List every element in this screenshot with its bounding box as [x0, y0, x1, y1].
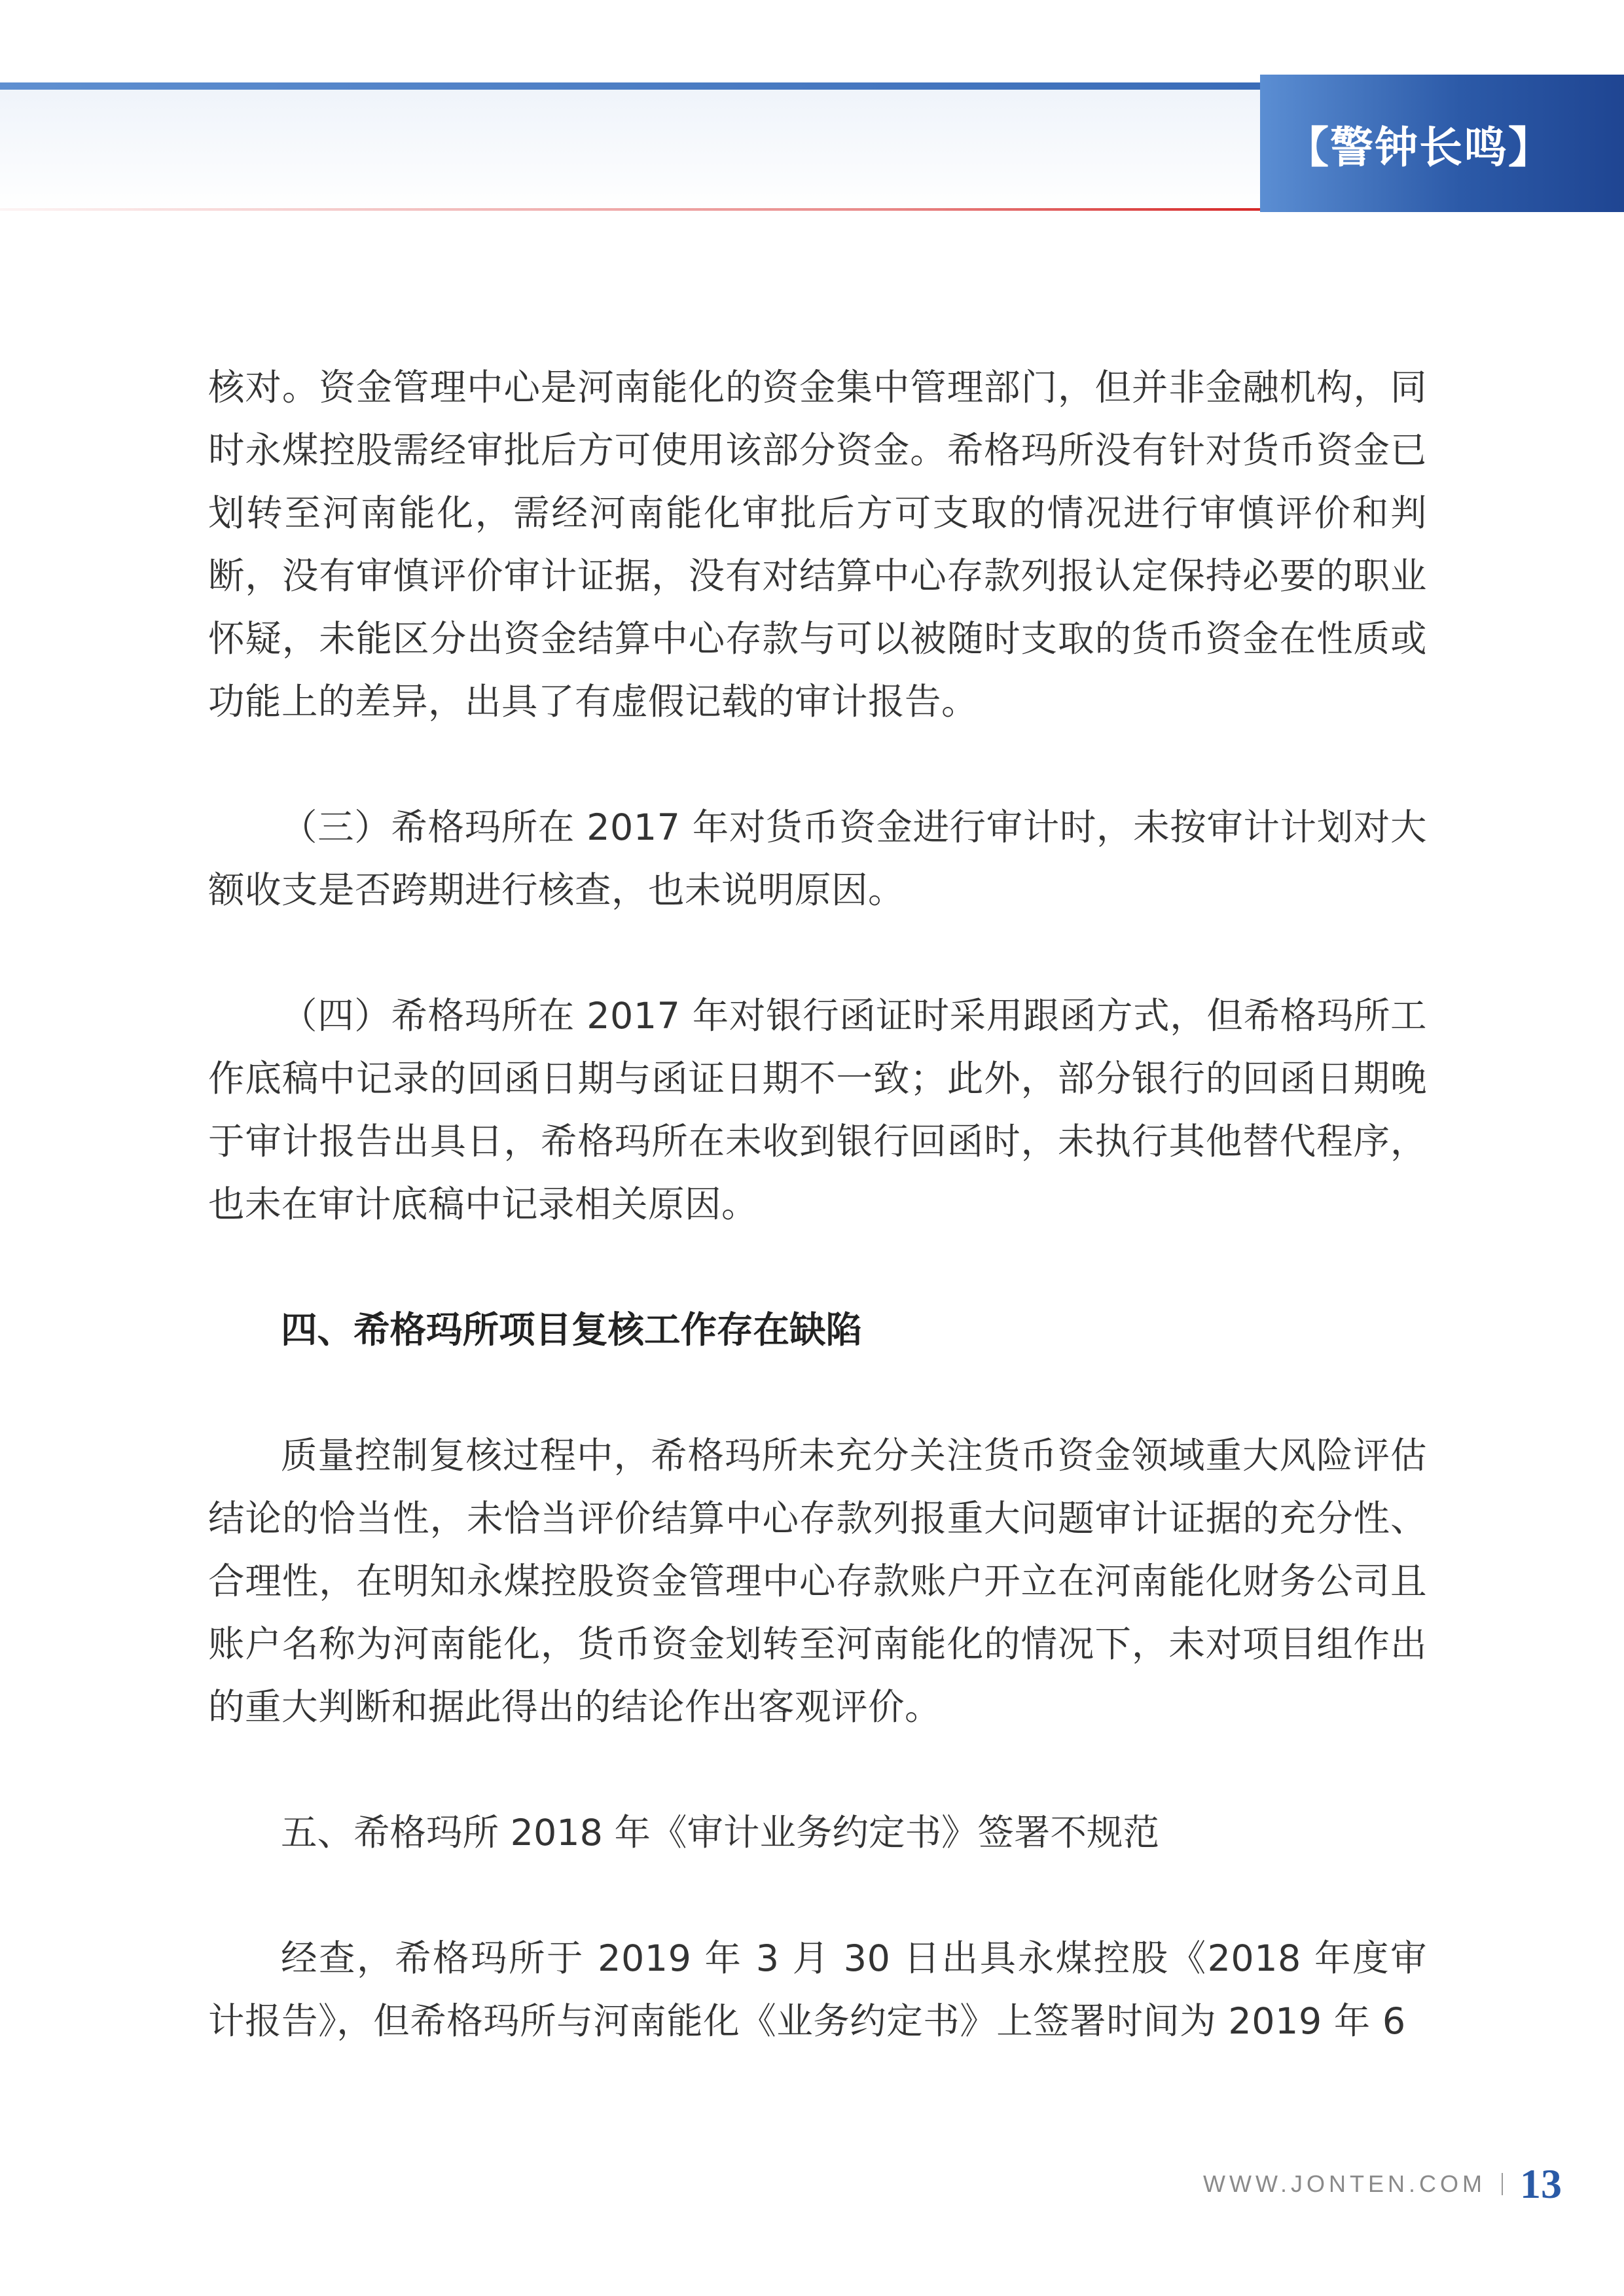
website-url: WWW.JONTEN.COM — [1203, 2170, 1486, 2197]
paragraph-gap — [208, 1739, 1427, 1802]
paragraph-gap — [208, 734, 1427, 797]
paragraph-1: 核对。资金管理中心是河南能化的资金集中管理部门，但并非金融机构，同时永煤控股需经审批后方可使用该部分资金。希格玛所没有针对货币资金已划转至河南能化，需经河南能化审批后方可支取的情况进行审慎评价和判断，没有审慎评价审计证据，没有对结算中心存款列报认定保持必要的职业怀疑，未能区分出资金结算中心存款与可以被随时支取的货币资金在性质或功能上的差异，出具了有虚假记载的审计报告。 — [208, 367, 1427, 723]
header-blue-rule — [0, 82, 1260, 90]
footer-divider — [1502, 2173, 1503, 2195]
section-heading-4: 四、希格玛所项目复核工作存在缺陷 — [281, 1309, 863, 1352]
paragraph-gap — [208, 922, 1427, 985]
header-section-tab — [1260, 75, 1624, 212]
paragraph-gap — [208, 1865, 1427, 1928]
header-red-rule — [0, 208, 1260, 211]
paragraph-3: （四）希格玛所在 2017 年对银行函证时采用跟函方式，但希格玛所工作底稿中记录的回函日期与函证日期不一致；此外，部分银行的回函日期晚于审计报告出具日，希格玛所在未收到银行回函时，未执行其他替代程序，也未在审计底稿中记录相关原因。 — [208, 995, 1427, 1226]
article-body — [208, 357, 1427, 2053]
paragraph-5: 经查，希格玛所于 2019 年 3 月 30 日出具永煤控股《2018 年度审计报告》，但希格玛所与河南能化《业务约定书》上签署时间为 2019 年 6 — [208, 1937, 1427, 2043]
page-number: 13 — [1520, 2161, 1562, 2207]
section-heading-5: 五、希格玛所 2018 年《审计业务约定书》签署不规范 — [281, 1812, 1160, 1854]
paragraph-gap — [208, 1236, 1427, 1299]
header-band — [0, 82, 1260, 212]
paragraph-4: 质量控制复核过程中，希格玛所未充分关注货币资金领域重大风险评估结论的恰当性，未恰当评价结算中心存款列报重大问题审计证据的充分性、合理性，在明知永煤控股资金管理中心存款账户开立在河南能化财务公司且账户名称为河南能化，货币资金划转至河南能化的情况下，未对项目组作出的重大判断和据此得出的结论作出客观评价。 — [208, 1435, 1427, 1729]
paragraph-2: （三）希格玛所在 2017 年对货币资金进行审计时，未按审计计划对大额收支是否跨期进行核查，也未说明原因。 — [208, 806, 1427, 912]
paragraph-gap — [208, 1362, 1427, 1425]
section-tag: 【警钟长鸣】 — [1286, 121, 1553, 173]
page-footer — [1203, 2160, 1562, 2208]
